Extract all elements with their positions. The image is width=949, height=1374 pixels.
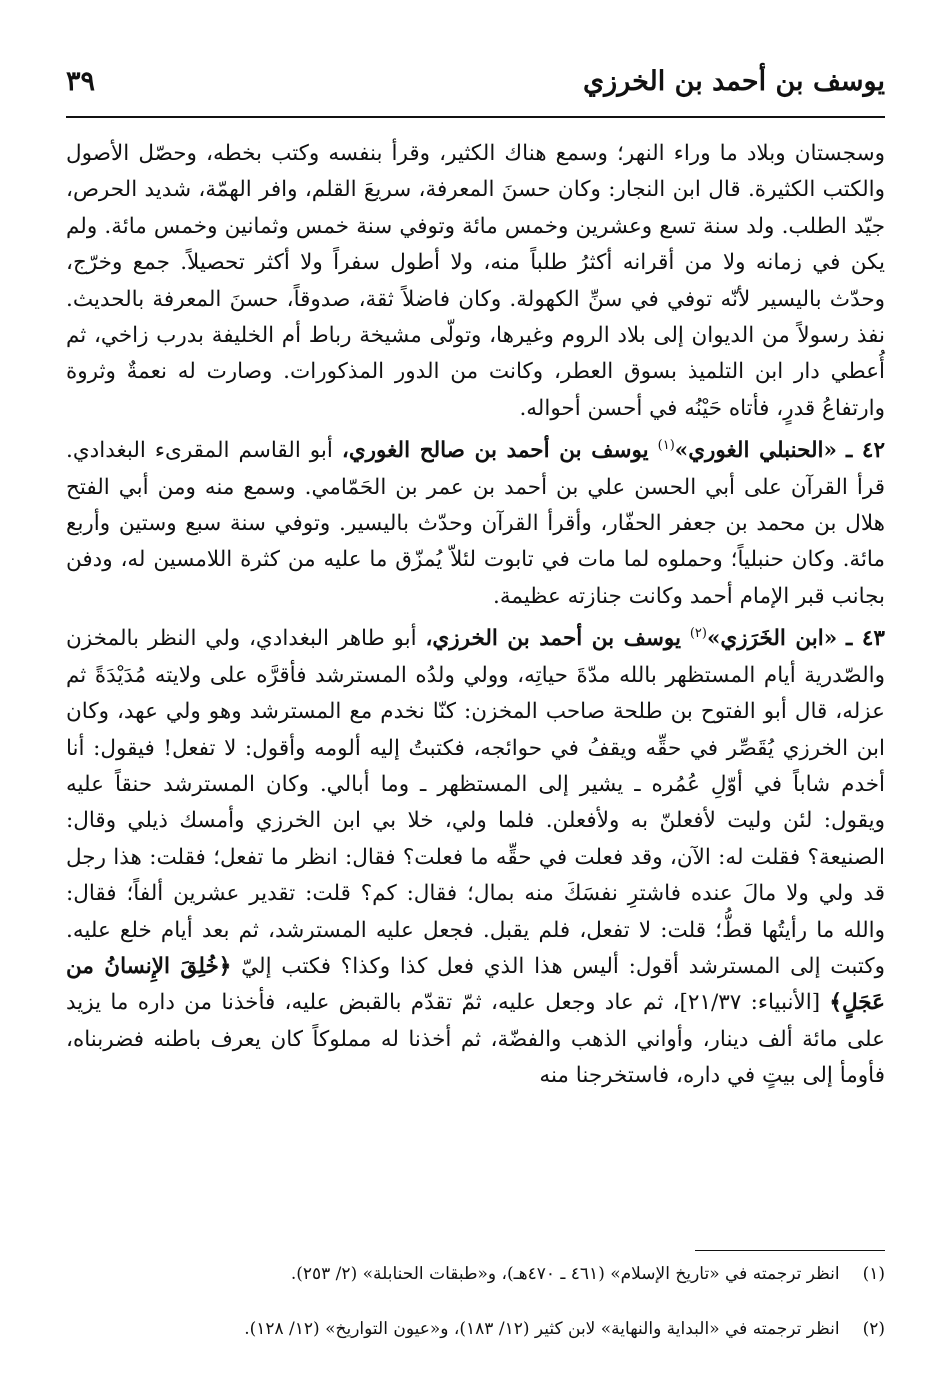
running-title: يوسف بن أحمد بن الخرزي: [583, 66, 885, 97]
entry-43: [66, 621, 885, 1094]
footnotes: [66, 1262, 885, 1372]
main-text: [66, 136, 885, 1101]
footnote-1: [66, 1262, 885, 1287]
footnote-reference[interactable]: (٢): [689, 626, 707, 642]
entry-text: أبو طاهر البغدادي، ولي النظر بالمخزن والصّدرية أيام المستظهر بالله مدّةَ حياتِه، وولي ولدُه المسترشد فأقرَّه على ولايته مُدَيْدَةً ثم عزله، قال أبو الفتوح بن طلحة صاحب المخزن: كنّا نخدم مع المسترشد وهو ولي عهد، وكان ابن الخرزي يُقَصِّر في حقِّه ويقفُ في حوائجه، فكتبتُ إليه ألومه وأقول: لا تفعل! فيقول: أنا أخدم شاباً في أوّلِ عُمُره ـ يشير إلى المستظهر ـ وما أبالي. وكان المسترشد حنقاً عليه ويقول: لئن وليت لأفعلنّ به ولأفعلن. فلما ولي، خلا بي ابن الخرزي وأمسك ذيلي وقال: الصنيعة؟ فقلت له: الآن، وقد فعلت في حقِّه ما فعلت؟ فقال: انظر ما تفعل؛ فقلت: هذا رجل قد ولي ولا مالَ عنده فاشترِ نفسَكَ منه بمال؛ فقال: كم؟ قلت: تقدير عشرين ألفاً؛ فقال: والله ما رأيتُها قطُّ؛ قلت: لا تفعل، فلم يقبل. فجعل عليه المسترشد، ثم بعد أيام خلع عليه. وكتبت إلى المسترشد أقول: أليس هذا الذي فعل كذا وكذا؟ فكتب إليّ: [66, 626, 886, 979]
footnote-separator: [695, 1250, 885, 1251]
footnote-2: [66, 1317, 885, 1342]
footnote-text: انظر ترجمته في «تاريخ الإسلام» (٤٦١ ـ ٤٧٠هـ)، و«طبقات الحنابلة» (٢/ ٢٥٣).: [290, 1264, 840, 1284]
footnote-reference[interactable]: (١): [657, 438, 675, 454]
footnote-number: (٢): [862, 1319, 885, 1339]
entry-heading: «الحنبلي الغوري»: [674, 438, 837, 464]
quran-quote: ﴿خُلِقَ الإِنسانُ من عَجَلٍ﴾: [66, 953, 885, 1016]
entry-42: [66, 433, 885, 615]
footnote-number: (١): [862, 1264, 885, 1284]
page-number: ٣٩: [66, 66, 96, 97]
page-header: [66, 60, 885, 110]
header-rule: [66, 116, 885, 118]
entry-name: يوسف بن أحمد بن الخرزي،: [425, 626, 681, 652]
paragraph-text: وسجستان وبلاد ما وراء النهر؛ وسمع هناك الكثير، وقرأ بنفسه وكتب بخطه، وحصّل الأصول والكتب الكثيرة. قال ابن النجار: وكان حسنَ المعرفة، سريعَ القلم، وافر الهمّة، شديد الحرص، جيّد الطلب. ولد سنة تسع وعشرين وخمس مائة وتوفي سنة خمس وثمانين وخمس مائة. ولم يكن في زمانه ولا من أقرانه أكثرُ طلباً منه، ولا أطول سفراً ولا أكثر تحصيلاً. جمع وخرّج، وحدّث باليسير لأنّه توفي في سنِّ الكهولة. وكان فاضلاً ثقة، صدوقاً، حسنَ المعرفة بالحديث. نفذ رسولاً من الديوان إلى بلاد الروم وغيرها، وتولّى مشيخة رباط أم الخليفة بدرب زاخي، ثم أُعطي دار ابن التلميذ بسوق العطر، وكانت من الدور المذكورات. وصارت له نعمةٌ وثروة وارتفاعُ قدرٍ، فأتاه حَيْنُه في أحسن أحواله.: [66, 141, 885, 421]
entry-heading: «ابن الخَرَزي»: [706, 626, 838, 652]
entry-number: ٤٢ ـ: [845, 438, 886, 464]
entry-number: ٤٣ ـ: [846, 626, 885, 652]
entry-text-continued: [الأنبياء: ٢١/٣٧]، ثم عاد وجعل عليه، ثمّ تقدّم بالقبض عليه، فأخذنا من داره ما يزيد على مائة ألف دينار، وأواني الذهب والفضّة، ثم أخذنا له مملوكاً كان يعرف باطنه فضربناه، فأومأ إلى بيتٍ في داره، فاستخرجنا منه: [66, 990, 885, 1089]
paragraph-continued-biography: [66, 136, 885, 427]
entry-text: أبو القاسم المقرىء البغدادي. قرأ القرآن على أبي الحسن علي بن أحمد بن عمر بن الحَمّامي. وسمع منه ومن أبي الفتح هلال بن محمد بن جعفر الحفّار، وأقرأ القرآن وحدّث باليسير. وتوفي سنة سبع وستين وأربع مائة. وكان حنبلياً؛ وحملوه لما مات في تابوت لئلاّ يُمزّق ما عليه من كثرة اللامسين له، ودفن بجانب قبر الإمام أحمد وكانت جنازته عظيمة.: [66, 438, 885, 609]
footnote-text: انظر ترجمته في «البداية والنهاية» لابن كثير (١٢/ ١٨٣)، و«عيون التواريخ» (١٢/ ١٢٨).: [244, 1319, 840, 1339]
entry-name: يوسف بن أحمد بن صالح الغوري،: [341, 438, 649, 464]
